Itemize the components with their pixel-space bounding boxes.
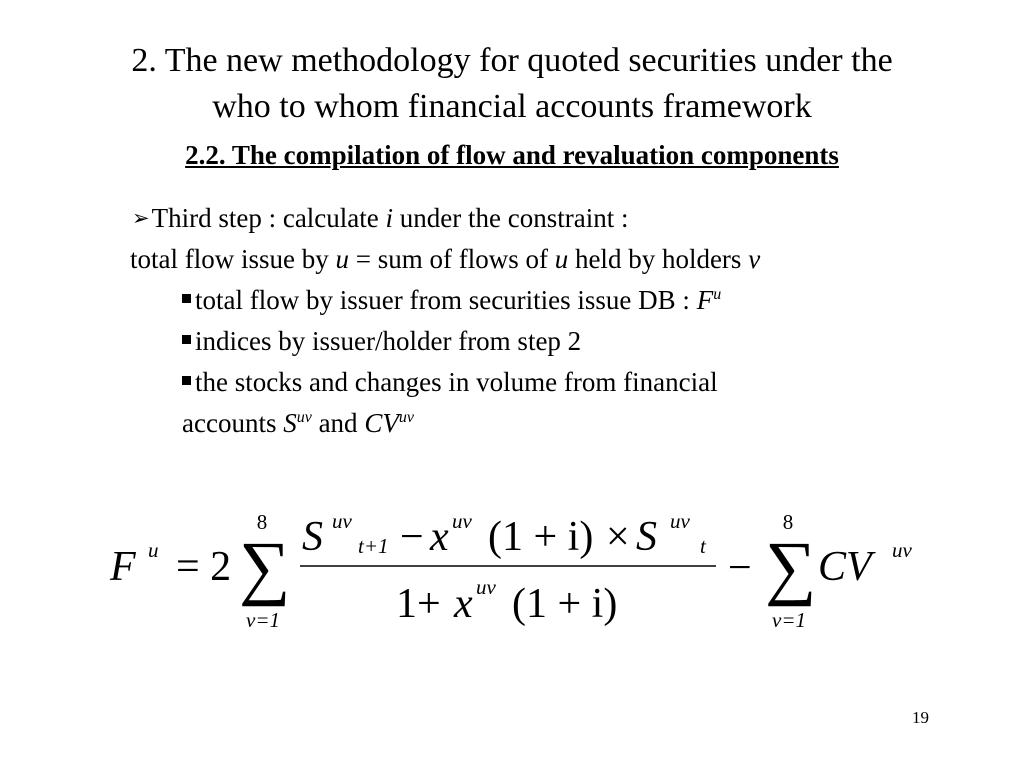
- num-x: x: [430, 514, 449, 560]
- constraint-line: [130, 239, 760, 280]
- bullet3-var-CV: CV: [364, 408, 399, 438]
- section-heading-text: 2.2. The compilation of flow and revaluation components: [185, 140, 839, 170]
- slide-title-line-2: who to whom financial accounts framework: [212, 88, 812, 125]
- step-text-a: Third step : calculate: [151, 203, 386, 233]
- bullet1-var-F: F: [696, 285, 714, 315]
- den-x-sup: uv: [476, 575, 496, 599]
- slide-body: [130, 198, 760, 444]
- bullet1-text: total flow by issuer from securities issue DB :: [195, 285, 697, 315]
- flow-formula: [96, 495, 936, 645]
- bullet-item-3-continuation: [130, 403, 760, 444]
- formula-CV-sup: uv: [892, 538, 912, 562]
- sum2-lower-limit: v=1: [772, 608, 806, 632]
- num-S1: S: [302, 514, 323, 560]
- step-line: [132, 198, 760, 239]
- formula-equals-two: = 2: [176, 544, 232, 590]
- constraint-text-c: held by holders: [568, 244, 749, 274]
- sum1-lower-limit: v=1: [246, 608, 280, 632]
- num-S2-sup: uv: [670, 509, 690, 533]
- num-paren: (1 + i): [488, 514, 594, 560]
- bullet-item-3: [130, 362, 760, 403]
- section-heading: [0, 140, 1024, 171]
- slide-title-line-1: 2. The new methodology for quoted securities under the: [131, 42, 893, 79]
- step-text-b: under the constraint :: [393, 203, 629, 233]
- den-x: x: [454, 581, 473, 627]
- sum2-upper-limit: 8: [782, 510, 794, 534]
- sum2-sigma: ∑: [765, 527, 817, 607]
- square-bullet-icon: [182, 335, 191, 344]
- bullet3-sup-CV: uv: [398, 409, 414, 426]
- bullet1-sup-u: u: [713, 286, 722, 303]
- constraint-text-a: total flow issue by: [130, 244, 336, 274]
- bullet-item-2: [130, 321, 760, 362]
- page-number: 19: [912, 708, 929, 727]
- formula-F: F: [110, 544, 136, 590]
- num-S1-sup: uv: [332, 509, 352, 533]
- bullet-item-1: [130, 280, 760, 321]
- square-bullet-icon: [182, 294, 191, 303]
- num-S2: S: [636, 514, 657, 560]
- num-minus: −: [400, 514, 424, 560]
- constraint-text-b: = sum of flows of: [348, 244, 555, 274]
- sum1-sigma: ∑: [239, 527, 291, 607]
- den-one-plus: 1+: [396, 581, 441, 627]
- num-x-sup: uv: [452, 509, 472, 533]
- formula-CV: CV: [818, 544, 872, 590]
- bullet3-text: the stocks and changes in volume from financial: [195, 367, 718, 397]
- constraint-var-v: v: [748, 244, 761, 274]
- bullet3-and: and: [311, 408, 365, 438]
- step-var-i: i: [385, 203, 394, 233]
- square-bullet-icon: [182, 376, 191, 385]
- bullet3-cont: accounts: [182, 408, 284, 438]
- sum1-upper-limit: 8: [256, 510, 268, 534]
- bullet2-text: indices by issuer/holder from step 2: [195, 326, 582, 356]
- constraint-var-u2: u: [554, 244, 569, 274]
- arrow-bullet-icon: ➢: [132, 206, 150, 230]
- constraint-var-u1: u: [335, 244, 349, 274]
- num-S2-sub: t: [700, 534, 706, 558]
- num-S1-sub: t+1: [358, 534, 389, 558]
- formula-minus: −: [728, 545, 752, 591]
- bullet3-sup-S: uv: [296, 409, 312, 426]
- den-paren: (1 + i): [512, 581, 618, 627]
- bullet3-var-S: S: [283, 408, 297, 438]
- num-times: ×: [606, 514, 630, 560]
- formula-F-sup: u: [148, 538, 159, 562]
- slide-title: [40, 38, 984, 130]
